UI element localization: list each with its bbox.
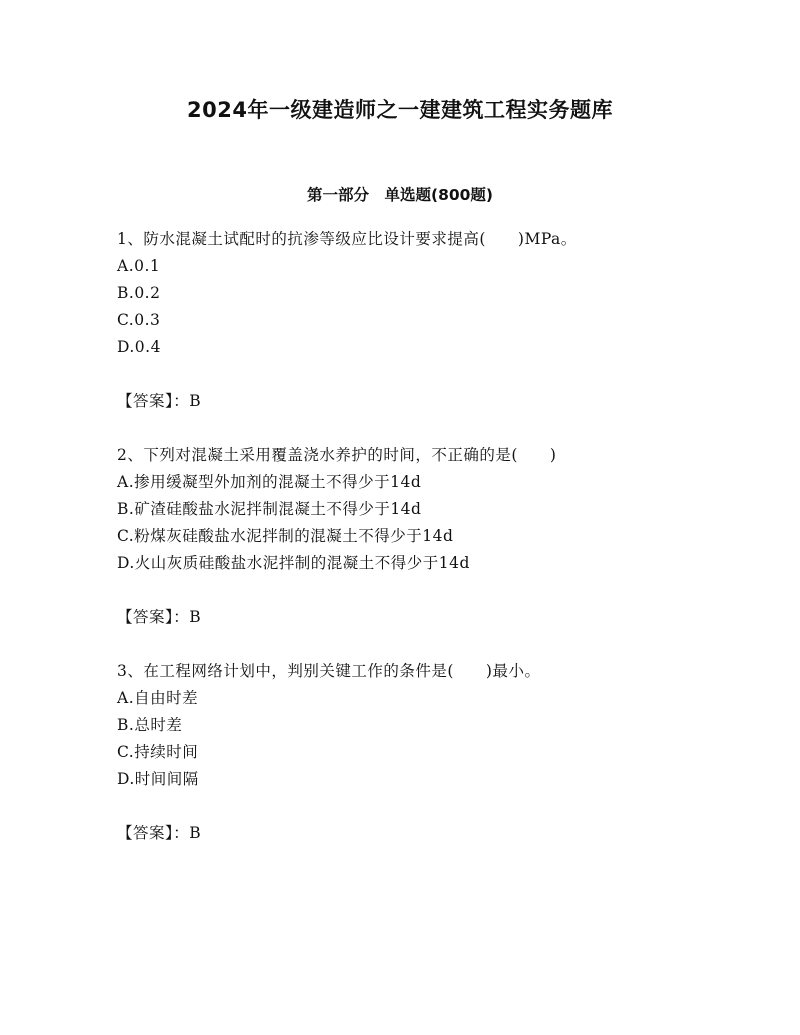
option-a: A.掺用缓凝型外加剂的混凝土不得少于14d	[117, 473, 422, 491]
option-d: D.火山灰质硅酸盐水泥拌制的混凝土不得少于14d	[117, 554, 470, 572]
answer: 【答案】：B	[117, 824, 202, 842]
answer: 【答案】：B	[117, 608, 202, 626]
option-b: B.总时差	[117, 716, 183, 734]
option-c: C.持续时间	[117, 743, 199, 761]
question-1	[117, 226, 737, 415]
question-stem: 3、在工程网络计划中，判别关键工作的条件是( )最小。	[117, 662, 541, 680]
option-b: B.矿渣硅酸盐水泥拌制混凝土不得少于14d	[117, 500, 422, 518]
option-c: C.0.3	[117, 311, 161, 329]
section-title: 第一部分 单选题(800题)	[306, 186, 494, 204]
question-stem: 2、下列对混凝土采用覆盖浇水养护的时间，不正确的是( )	[117, 446, 557, 464]
question-2	[117, 442, 737, 631]
answer: 【答案】：B	[117, 392, 202, 410]
question-3	[117, 658, 737, 847]
option-d: D.0.4	[117, 338, 161, 356]
option-a: A.0.1	[117, 257, 161, 275]
option-d: D.时间间隔	[117, 770, 199, 788]
question-list	[117, 226, 737, 847]
question-stem: 1、防水混凝土试配时的抗渗等级应比设计要求提高( )MPa。	[117, 230, 577, 248]
document-title: 2024年一级建造师之一建建筑工程实务题库	[187, 98, 613, 122]
option-b: B.0.2	[117, 284, 161, 302]
option-a: A.自由时差	[117, 689, 199, 707]
option-c: C.粉煤灰硅酸盐水泥拌制的混凝土不得少于14d	[117, 527, 454, 545]
